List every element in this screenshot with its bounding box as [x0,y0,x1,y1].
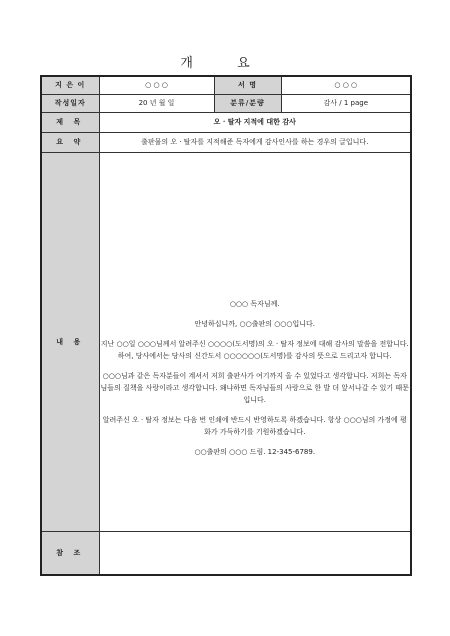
reference-label: 참 조 [41,531,99,575]
summary-label: 요 약 [41,132,99,152]
content-row [41,152,411,531]
date-row [41,94,411,112]
content-label: 내 용 [41,152,99,531]
letter-text [100,298,411,458]
subject-row [41,112,411,132]
letter-greeting: ○○○ 독자님께. [229,299,280,308]
document-title: 개 요 [180,56,270,71]
letter-closing: ○○출판의 ○○○ 드림. 12-345-6789. [194,447,316,456]
letter-intro: 안녕하십니까, ○○출판의 ○○○입니다. [194,319,316,328]
subject-value: 오 · 탈자 지적에 대한 감사 [99,112,411,132]
author-label: 지 은 이 [41,76,99,94]
document-form-table [40,75,412,576]
reference-value [99,531,411,575]
subject-label: 제 목 [41,112,99,132]
summary-value: 출판물의 오 · 탈자를 지적해준 독자에게 감사인사를 하는 경우의 글입니다. [99,132,411,152]
signature-value: ○ ○ ○ [281,76,411,94]
letter-paragraph-1: 지난 ○○일 ○○○님께서 알려주신 ○○○○(도서명)의 오 · 탈자 정보에 대해 감사의 말씀을 전합니다. 하여, 당사에서는 당사의 신간도서 ○○○○○○(도서명)를 감사의 뜻으로 드리고자 합니다. [100,339,409,360]
summary-row [41,132,411,152]
signature-label: 서 명 [214,76,281,94]
category-label: 분류/분량 [214,94,281,112]
date-value: 20 년 월 일 [99,94,214,112]
reference-row [41,531,411,575]
letter-paragraph-3: 알려주신 오 · 탈자 정보는 다음 번 인쇄에 반드시 반영하도록 하겠습니다. 항상 ○○○님의 가정에 평화가 가득하기를 기원하겠습니다. [102,415,407,436]
content-body [99,152,411,531]
category-value: 감사 / 1 page [281,94,411,112]
author-row [41,76,411,94]
letter-paragraph-2: ○○○님과 같은 독자분들이 계셔서 저희 출판사가 여기까지 올 수 있었다고 생각합니다. 저희는 독자님들의 질책을 사랑이라고 생각합니다. 왜냐하면 독자님들의 사랑으로 한 발 더 앞서나갈 수 있기 때문입니다. [100,371,409,404]
date-label: 작성일자 [41,94,99,112]
author-value: ○ ○ ○ [99,76,214,94]
